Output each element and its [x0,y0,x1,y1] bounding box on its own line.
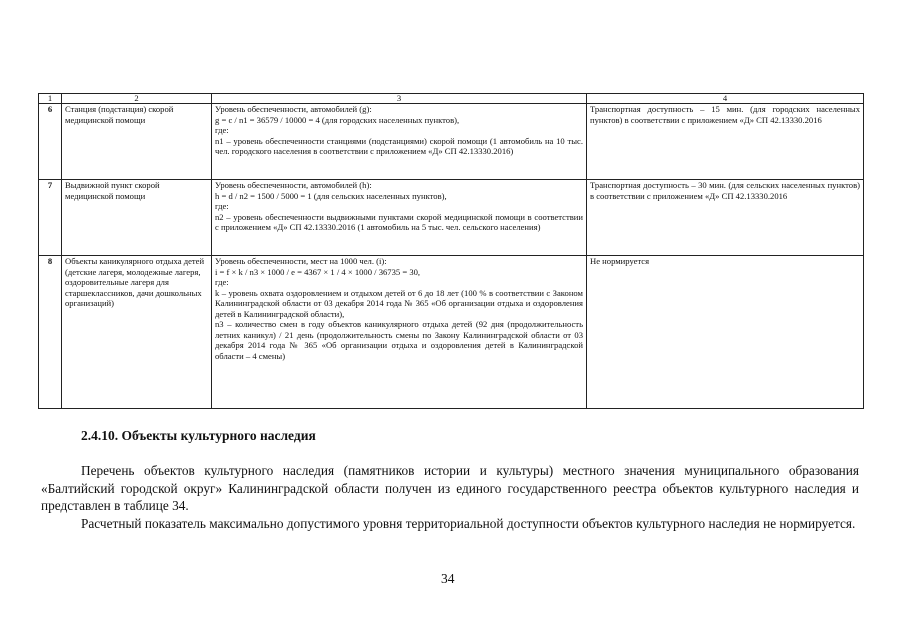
table-header-row [39,94,864,104]
standards-table [38,93,864,409]
calc-line: n1 – уровень обеспеченности станциями (подстанциями) скорой помощи (1 автомобиль на 10 тыс. чел. городского населения в соответствии с приложением «Д» СП 42.13330.2016) [215,135,583,156]
accessibility-cell: Не нормируется [587,256,864,409]
object-name-cell: Выдвижной пункт скорой медицинской помощи [62,180,212,256]
accessibility-cell: Транспортная доступность – 15 мин. (для городских населенных пунктов) в соответствии с приложением «Д» СП 42.13330.2016 [587,104,864,180]
section-heading: 2.4.10. Объекты культурного наследия [81,428,316,443]
header-cell: 2 [62,94,212,104]
object-name-cell: Станция (подстанция) скорой медицинской помощи [62,104,212,180]
calc-line: Уровень обеспеченности, автомобилей (g): [215,104,372,114]
calc-line: g = c / n1 = 36579 / 10000 = 4 (для городских населенных пунктов), [215,114,460,125]
calc-line: k – уровень охвата оздоровлением и отдыхом детей от 6 до 18 лет (100 % в соответствии с Законом Калининградской области от 03 декабря 2014 года № 365 «Об организации отдыха и оздоровления детей в Калининградской области), [215,287,583,319]
header-cell: 3 [212,94,587,104]
row-number: 6 [39,104,62,180]
table-row [39,104,864,180]
row-number: 7 [39,180,62,256]
calculation-cell [212,256,587,409]
paragraph: Перечень объектов культурного наследия (памятников истории и культуры) местного значения муниципального образования «Балтийский городской округ» Калининградской области получен из единого государственного реестра объектов культурного наследия и представлен в таблице 34. [41,463,859,513]
calculation-cell [212,104,587,180]
calc-line: Уровень обеспеченности, мест на 1000 чел. (i): [215,256,387,266]
calc-line: где: [215,201,229,211]
calc-line: где: [215,277,229,287]
paragraph: Расчетный показатель максимально допустимого уровня территориальной доступности объектов культурного наследия не нормируется. [81,516,856,531]
header-cell: 4 [587,94,864,104]
calc-line: n2 – уровень обеспеченности выдвижными пунктами скорой медицинской помощи в соответствии с приложением «Д» СП 42.13330.2016 (1 автомобиль на 5 тыс. чел. сельского населения) [215,211,583,232]
calc-line: Уровень обеспеченности, автомобилей (h): [215,180,372,190]
calc-line: h = d / n2 = 1500 / 5000 = 1 (для сельских населенных пунктов), [215,190,447,201]
calc-line: i = f × k / n3 × 1000 / e = 4367 × 1 / 4 × 1000 / 36735 = 30, [215,266,421,277]
calculation-cell [212,180,587,256]
calc-line: n3 – количество смен в году объектов каникулярного отдыха детей (92 дня (продолжительность летних каникул) / 21 день (продолжительность смены по Закону Калининградской области от 03 декабря 2014 года № 365 «Об организации отдыха и оздоровления детей в Калининградской области – 4 смены) [215,319,583,361]
calc-line: где: [215,125,229,135]
object-name-cell: Объекты каникулярного отдыха детей (детские лагеря, молодежные лагеря, оздоровительные лагеря для старшеклассников, дачи дошкольных организаций) [62,256,212,409]
page-number: 34 [441,571,455,586]
accessibility-cell: Транспортная доступность – 30 мин. (для сельских населенных пунктов) в соответствии с приложением «Д» СП 42.13330.2016 [587,180,864,256]
row-number: 8 [39,256,62,409]
table-row [39,256,864,409]
header-cell: 1 [39,94,62,104]
table-row [39,180,864,256]
